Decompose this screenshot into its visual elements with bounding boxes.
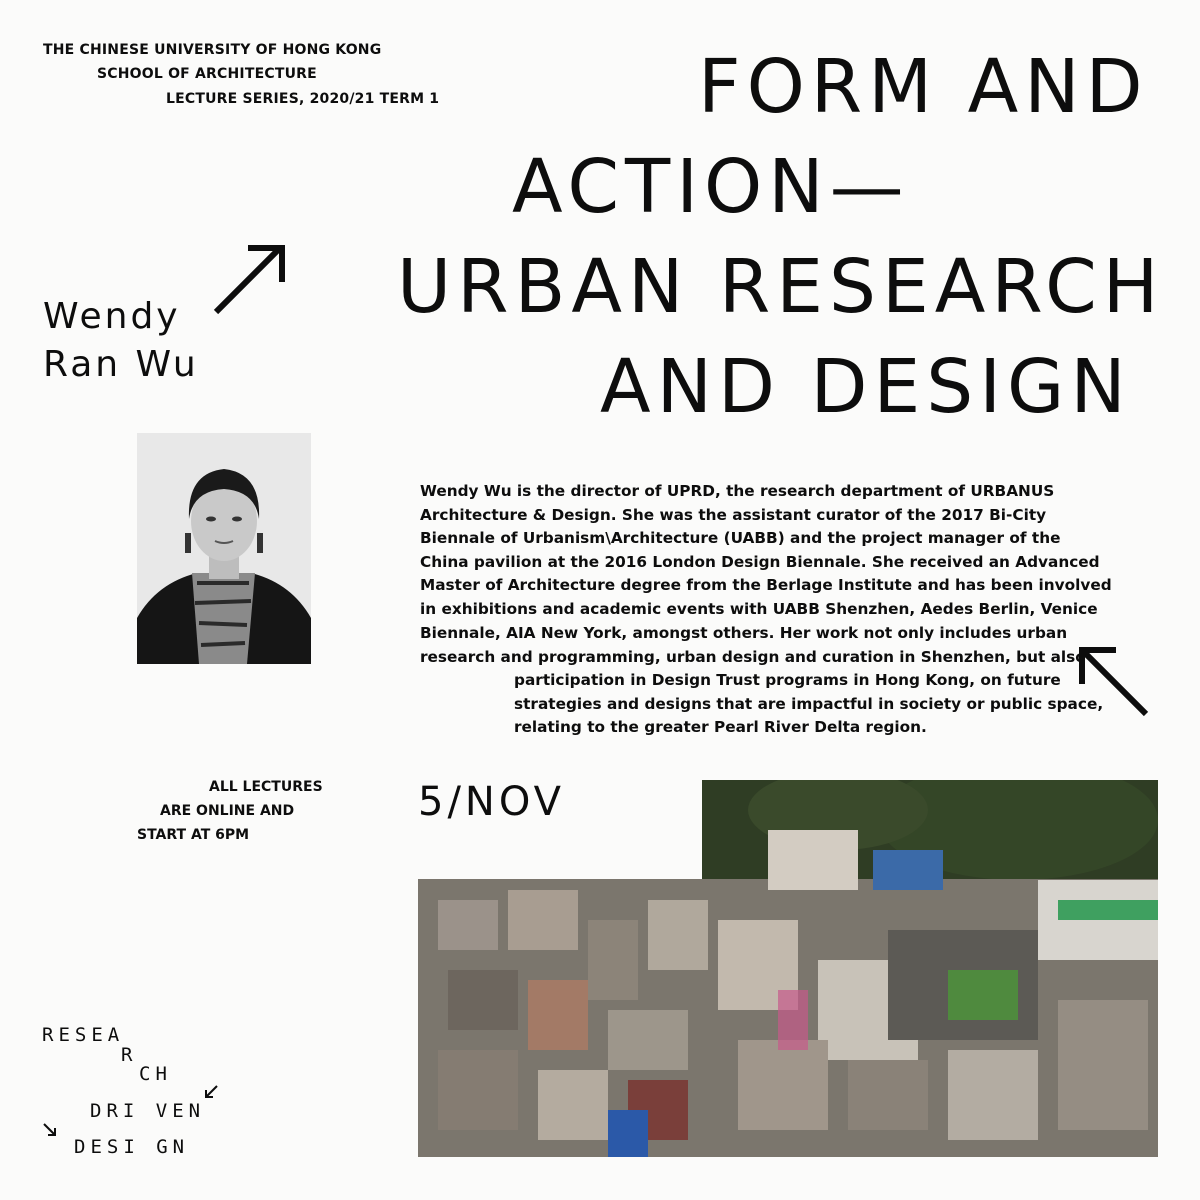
mark-line-3: DRI VEN — [90, 1100, 206, 1122]
arrow-southeast-icon — [42, 1122, 58, 1142]
header-university: THE CHINESE UNIVERSITY OF HONG KONG — [43, 42, 382, 58]
arrow-southwest-icon — [203, 1084, 219, 1104]
mark-line-1b: R — [121, 1044, 138, 1066]
mark-line-1: RESEA — [42, 1024, 125, 1046]
info-line-1: ALL LECTURES — [209, 779, 323, 795]
speaker-portrait — [137, 433, 311, 664]
bio-line-2: Architecture & Design. She was the assistant curator of the 2017 Bi-City — [420, 506, 1047, 524]
speaker-last-name: Ran Wu — [43, 344, 199, 385]
title-line-3: URBAN RESEARCH — [397, 244, 1165, 330]
bio-line-8: research and programming, urban design and curation in Shenzhen, but also — [420, 648, 1086, 666]
arrow-northwest-icon — [1074, 642, 1154, 726]
header-lecture-series: LECTURE SERIES, 2020/21 TERM 1 — [166, 91, 440, 107]
mark-line-4: DESI GN — [74, 1136, 190, 1158]
title-line-2: ACTION— — [512, 144, 910, 230]
arrow-northeast-icon — [206, 240, 292, 324]
info-line-2: ARE ONLINE AND — [160, 803, 295, 819]
mark-line-2: CH — [139, 1063, 172, 1085]
lecture-date: 5/NOV — [418, 779, 565, 825]
aerial-city-photo — [418, 780, 1158, 1157]
bio-line-11: relating to the greater Pearl River Delta region. — [514, 718, 927, 736]
bio-line-5: Master of Architecture degree from the Berlage Institute and has been involved — [420, 576, 1112, 594]
bio-line-9: participation in Design Trust programs in Hong Kong, on future — [514, 671, 1061, 689]
speaker-first-name: Wendy — [43, 296, 181, 337]
title-line-1: FORM AND — [698, 44, 1149, 130]
header-school: SCHOOL OF ARCHITECTURE — [97, 66, 317, 82]
bio-line-7: Biennale, AIA New York, amongst others. Her work not only includes urban — [420, 624, 1068, 642]
bio-line-10: strategies and designs that are impactful in society or public space, — [514, 695, 1104, 713]
bio-line-6: in exhibitions and academic events with UABB Shenzhen, Aedes Berlin, Venice — [420, 600, 1098, 618]
info-line-3: START AT 6PM — [137, 827, 250, 843]
bio-line-1: Wendy Wu is the director of UPRD, the research department of URBANUS — [420, 482, 1055, 500]
bio-line-4: China pavilion at the 2016 London Design Biennale. She received an Advanced — [420, 553, 1100, 571]
bio-line-3: Biennale of Urbanism\Architecture (UABB) and the project manager of the — [420, 529, 1061, 547]
title-line-4: AND DESIGN — [600, 344, 1132, 430]
